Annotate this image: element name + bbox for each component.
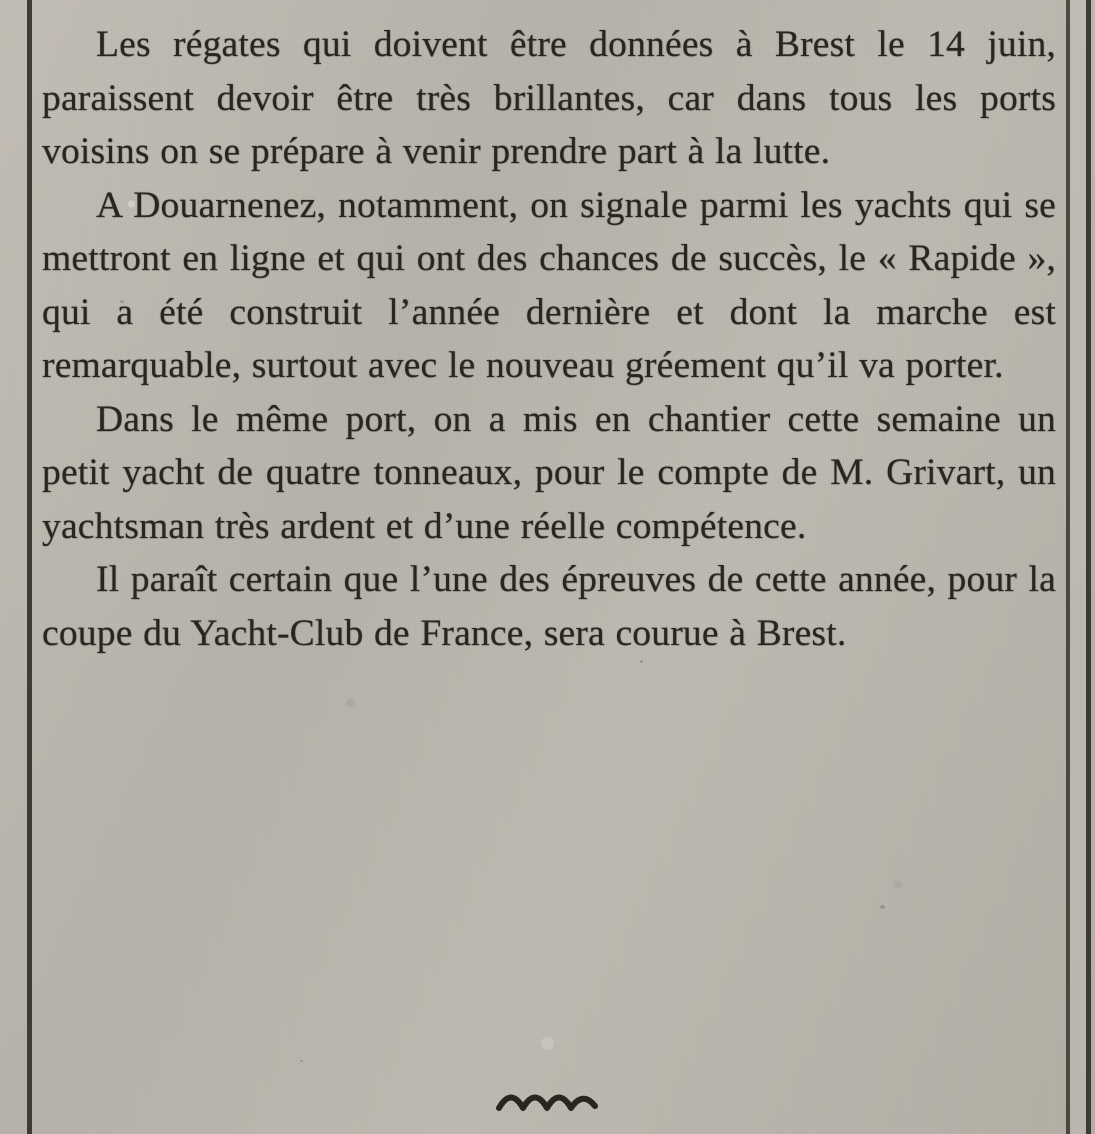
article-paragraph: Dans le même port, on a mis en chantier cette semaine un petit yacht de quatre tonneaux, pour le compte de M. Grivart, un yachtsman très ardent et d’une réelle compétence. <box>42 398 1056 547</box>
column-rule-right-outer <box>1086 0 1091 1134</box>
article-body <box>36 18 1062 660</box>
paper-speck <box>640 660 643 663</box>
column-rule-left <box>27 0 32 1134</box>
paper-speck <box>300 1060 303 1062</box>
column-rule-right-inner <box>1066 0 1070 1134</box>
wavy-rule-ornament-icon <box>493 1090 603 1116</box>
article-paragraph: Il paraît certain que l’une des épreuves de cette année, pour la coupe du Yacht-Club de France, sera courue à Brest. <box>42 559 1056 654</box>
paper-speck <box>880 905 885 909</box>
column-gutter <box>1070 0 1086 1134</box>
article-paragraph: A Douarnenez, notamment, on signale parmi les yachts qui se mettront en ligne et qui ont des chances de succès, le « Rapide », qui a été construit l’année dernière et dont la marche est remarquable, surtout avec le nouveau gréement qu’il va porter. <box>42 184 1056 386</box>
article-paragraph: Les régates qui doivent être données à Brest le 14 juin, paraissent devoir être très brillantes, car dans tous les ports voisins on se prépare à venir prendre part à la lutte. <box>42 24 1056 172</box>
section-ornament <box>0 1090 1095 1124</box>
